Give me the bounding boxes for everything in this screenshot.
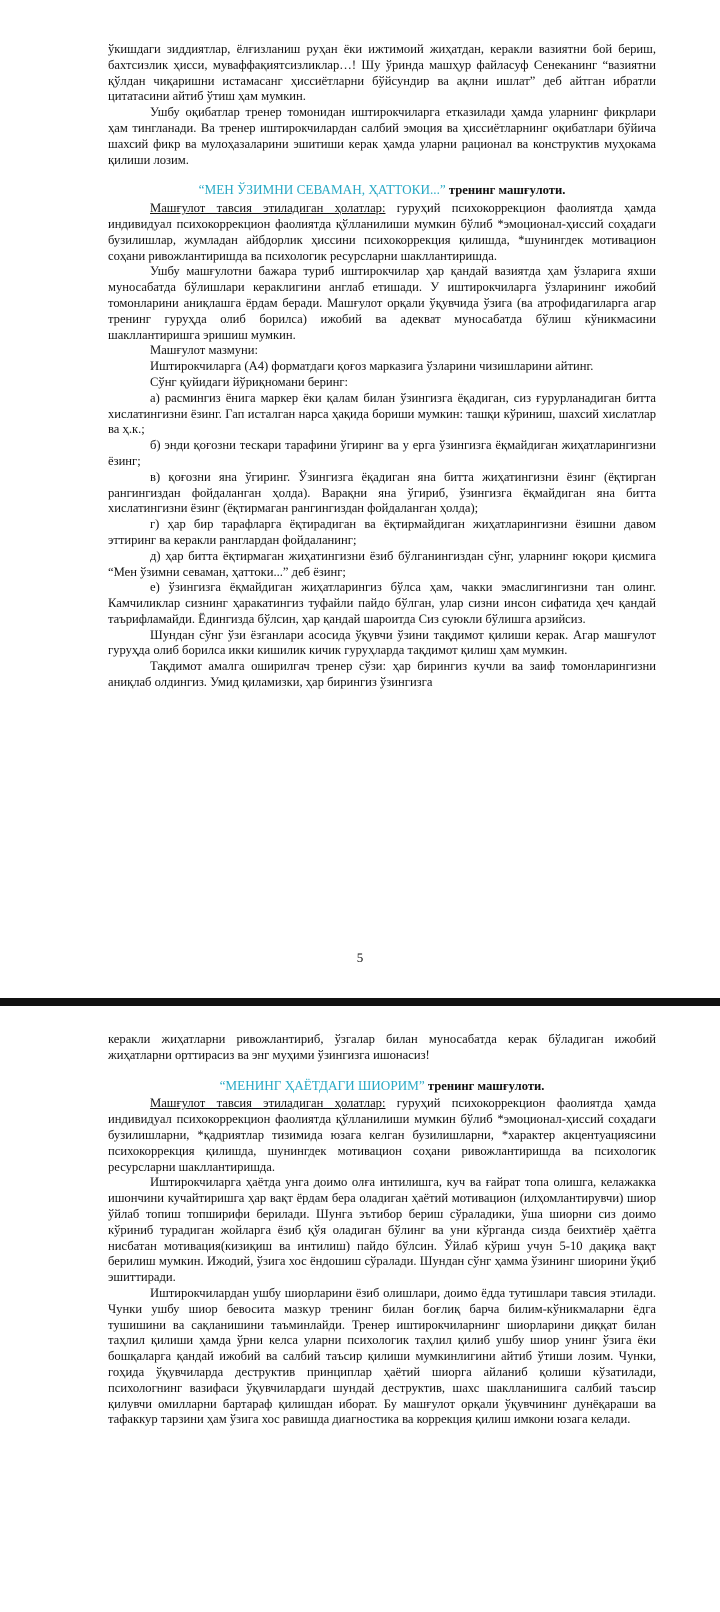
- list-item: а) расмингиз ёнига маркер ёки қалам билан ўзингизга ёқадиган, сиз ғурурланадиган битта хислатингизни ёзинг. Гап исталган нарса ҳақида бориши мумкин: ташқи кўриниш, шахсий хислатлар ва ҳ.к.;: [108, 390, 656, 437]
- paragraph: Ушбу машғулотни бажара туриб иштирокчилар ҳар қандай вазиятда ҳам ўзларига яхши муносабатда бўлишлари кераклигини англаб етишади. У иштирокчиларга ўзларининг ижобий томонларини аниқлашга ёрдам беради. Машғулот орқали ўқувчида ўзига (ва атрофидагиларга агар тренинг гуруҳда олиб борилса) ижобий ва адекват муносабатда бўлиш кўникмасини шакллантиришга эришиш мумкин.: [108, 264, 656, 342]
- section-title: [108, 182, 656, 199]
- paragraph: Ушбу оқибатлар тренер томонидан иштирокчиларга етказилади ҳамда уларнинг фикрлари ҳам тингланади. Ва тренер иштирокчилардан салбий эмоция ва ҳиссиётларнинг оқибатлари бўйича шахсий фикр ва мулоҳазаларини эшитиши керак ҳамда уларни рационал ва конструктив муҳокама қилиши лозим.: [108, 105, 656, 167]
- paragraph: керакли жиҳатларни ривожлантириб, ўзгалар билан муносабатда керак бўладиган ижобий жиҳатларни орттирасиз ва энг муҳими ўзингизга ишонасиз!: [108, 1032, 656, 1062]
- section-title: [108, 1078, 656, 1095]
- document-page-6: [0, 1006, 720, 1612]
- page-text-block: [108, 1032, 656, 1428]
- paragraph: Тақдимот амалга оширилгач тренер сўзи: ҳар бирингиз кучли ва заиф томонларингизни аниқлаб олдингиз. Умид қиламизки, ҳар бирингиз ўзингизга: [108, 659, 656, 690]
- section-title-highlight: “МЕНИНГ ҲАЁТДАГИ ШИОРИМ”: [219, 1077, 425, 1093]
- paragraph: Иштирокчиларга (А4) форматдаги қоғоз марказига ўзларини чизишларини айтинг.: [150, 359, 594, 374]
- underlined-lead: Машғулот тавсия этиладиган ҳолатлар:: [150, 1096, 386, 1111]
- paragraph: Иштирокчилардан ушбу шиорларини ёзиб олишлари, доимо ёдда тутишлари тавсия этилади. Чунки ушбу шиор бевосита мазкур тренинг билан боғлиқ барча билим-кўникмаларни ёдга тушишини ва сақланишини таъминлайди. Тренер иштирокчиларнинг шиорларини диққат билан таҳлил қилиши ҳамда ўрни келса уларни психологик таҳлил қилиб ушбу шиор унинг ўзига ёки бошқаларга қандай ижобий ва салбий таъсир қилиши мумкинлигини айтиб ўтиши лозим. Чунки, гоҳида ўқувчиларда деструктив принциплар ҳаётий шиорга айланиб қолиши кўзатилади, психологнинг вазифаси ўқувчилардаги шундай деструктив, шахс шаклланишига салбий таъсир қилувчи омилларни бартараф қилишдан иборат. Бу машғулот орқали ўқувчининг дунёқараши ва тафаккур тарзини ҳам ўзига хос равишда диагностика ва коррекция қилиш имкони юзага келади.: [108, 1285, 656, 1427]
- paragraph: [108, 201, 656, 264]
- page-text-block: [108, 42, 656, 691]
- page-number: 5: [356, 950, 364, 965]
- list-item: в) қоғозни яна ўгиринг. Ўзингизга ёқадиган яна битта жиҳатингизни ёзинг (ёқтирган рангингиздан фойдаланган ҳолда). Варақни яна ўгириб, ўзингизга ёқмайдиган яна битта хислатингизни ёзинг (ёқтирмаган рангингиздан фойдаланган ҳолда);: [108, 469, 656, 516]
- list-item: д) ҳар битта ёқтирмаган жиҳатингизни ёзиб бўлганингиздан сўнг, уларнинг юқори қисмига “Мен ўзимни севаман, ҳаттоки...” деб ёзинг;: [108, 548, 656, 579]
- paragraph: Машғулот мазмуни:: [150, 343, 258, 358]
- list-item: г) ҳар бир тарафларга ёқтирадиган ва ёқтирмайдиган жиҳатларингизни ёзишни давом эттиринг ва керакли ранглардан фойдаланинг;: [108, 517, 656, 547]
- list-item: б) энди қоғозни тескари тарафини ўгиринг ва у ерга ўзингизга ёқмайдиган жиҳатларингизни ёзинг;: [108, 438, 656, 468]
- page-divider: [0, 998, 720, 1006]
- paragraph: Сўнг қуйидаги йўриқномани беринг:: [150, 374, 349, 389]
- underlined-lead: Машғулот тавсия этиладиган ҳолатлар:: [150, 201, 386, 216]
- section-title-highlight: “МЕН ЎЗИМНИ СЕВАМАН, ҲАТТОКИ...”: [198, 182, 446, 198]
- section-title-suffix: тренинг машғулоти.: [424, 1078, 545, 1093]
- paragraph-text: гуруҳий психокоррекцион фаолиятда ҳамда индивидуал психокоррекцион фаолиятда қўлланилиши мумкин бўлиб *эмоционал-ҳиссий соҳадаги бузилишларни, *қадриятлар тизимида юзага келган бузилишларни, *характер акцентуациясини психокоррекция қилишда, шунингдек мотивацион соҳани ривожлантиришда ва психологик ресурсларни шакллантиришда.: [108, 1096, 657, 1174]
- paragraph: ўкишдаги зиддиятлар, ёлғизланиш руҳан ёки ижтимоий жиҳатдан, керакли вазиятни бой бериш, бахтсизлик ҳисси, муваффақиятсизликлар…! Шу ўринда машҳур файласуф Сенеканинг “вазиятни қўлдан чиқаришни истамасанг ҳиссиётларни бўйсундир ва ақлни ишлат” деб айтган ибратли цитатасини айтиб ўтиш ҳам мумкин.: [108, 42, 656, 104]
- list-item: е) ўзингизга ёқмайдиган жиҳатларингиз бўлса ҳам, чакки эмаслигингизни тан олинг. Камчиликлар сизнинг ҳаракатингиз туфайли пайдо бўлган, улар сизни инсон сифатида ҳеч қандай таърифламайди. Ёдингизда бўлсин, ҳар қандай шароитда Сиз суюкли бўлишга арзийсиз.: [108, 580, 656, 626]
- section-title-suffix: тренинг машғулоти.: [445, 183, 566, 198]
- paragraph-text: гуруҳий психокоррекцион фаолиятда ҳамда индивидуал психокоррекцион фаолиятда қўлланилиши мумкин бўлиб *эмоционал-ҳиссий соҳадаги бузилишлар, жумладан айбдорлик ҳиссини психокоррекция қилишда, *шунингдек мотивацион соҳани ривожлантиришда ва психологик ресурсларни шакллантиришда.: [108, 201, 657, 263]
- paragraph: [108, 1096, 656, 1175]
- paragraph: Шундан сўнг ўзи ёзганлари асосида ўқувчи ўзини тақдимот қилиши керак. Агар машғулот гуруҳда олиб борилса икки кишилик кичик гуруҳларда тақдимот қилиш ҳам мумкин.: [108, 627, 656, 658]
- paragraph: Иштирокчиларга ҳаётда унга доимо олға интилишга, куч ва ғайрат топа олишга, келажакка ишончини кучайтиришга ҳар вақт ёрдам бера оладиган ҳаётий мотивацион (илҳомлантирувчи) шиор ўйлаб топиш топширифи берилади. Шунга эътибор бериш сўраладики, ўша шиорни сиз доимо кўриниб турадиган жойларга ёзиб қўя оладиган бўлинг ва уни кўрганда сизда беихтиёр ҳаётга нисбатан мотивация(кизиқиш ва интилиш) пайдо бўлсин. Ўйлаб кўриш учун 5-10 дақиқа вақт берилиш мумкин. Ижодий, ўзига хос ёндошиш сўралади. Шундан сўнг ҳамма ўзининг шиорини ўқиб эшиттиради.: [108, 1175, 656, 1285]
